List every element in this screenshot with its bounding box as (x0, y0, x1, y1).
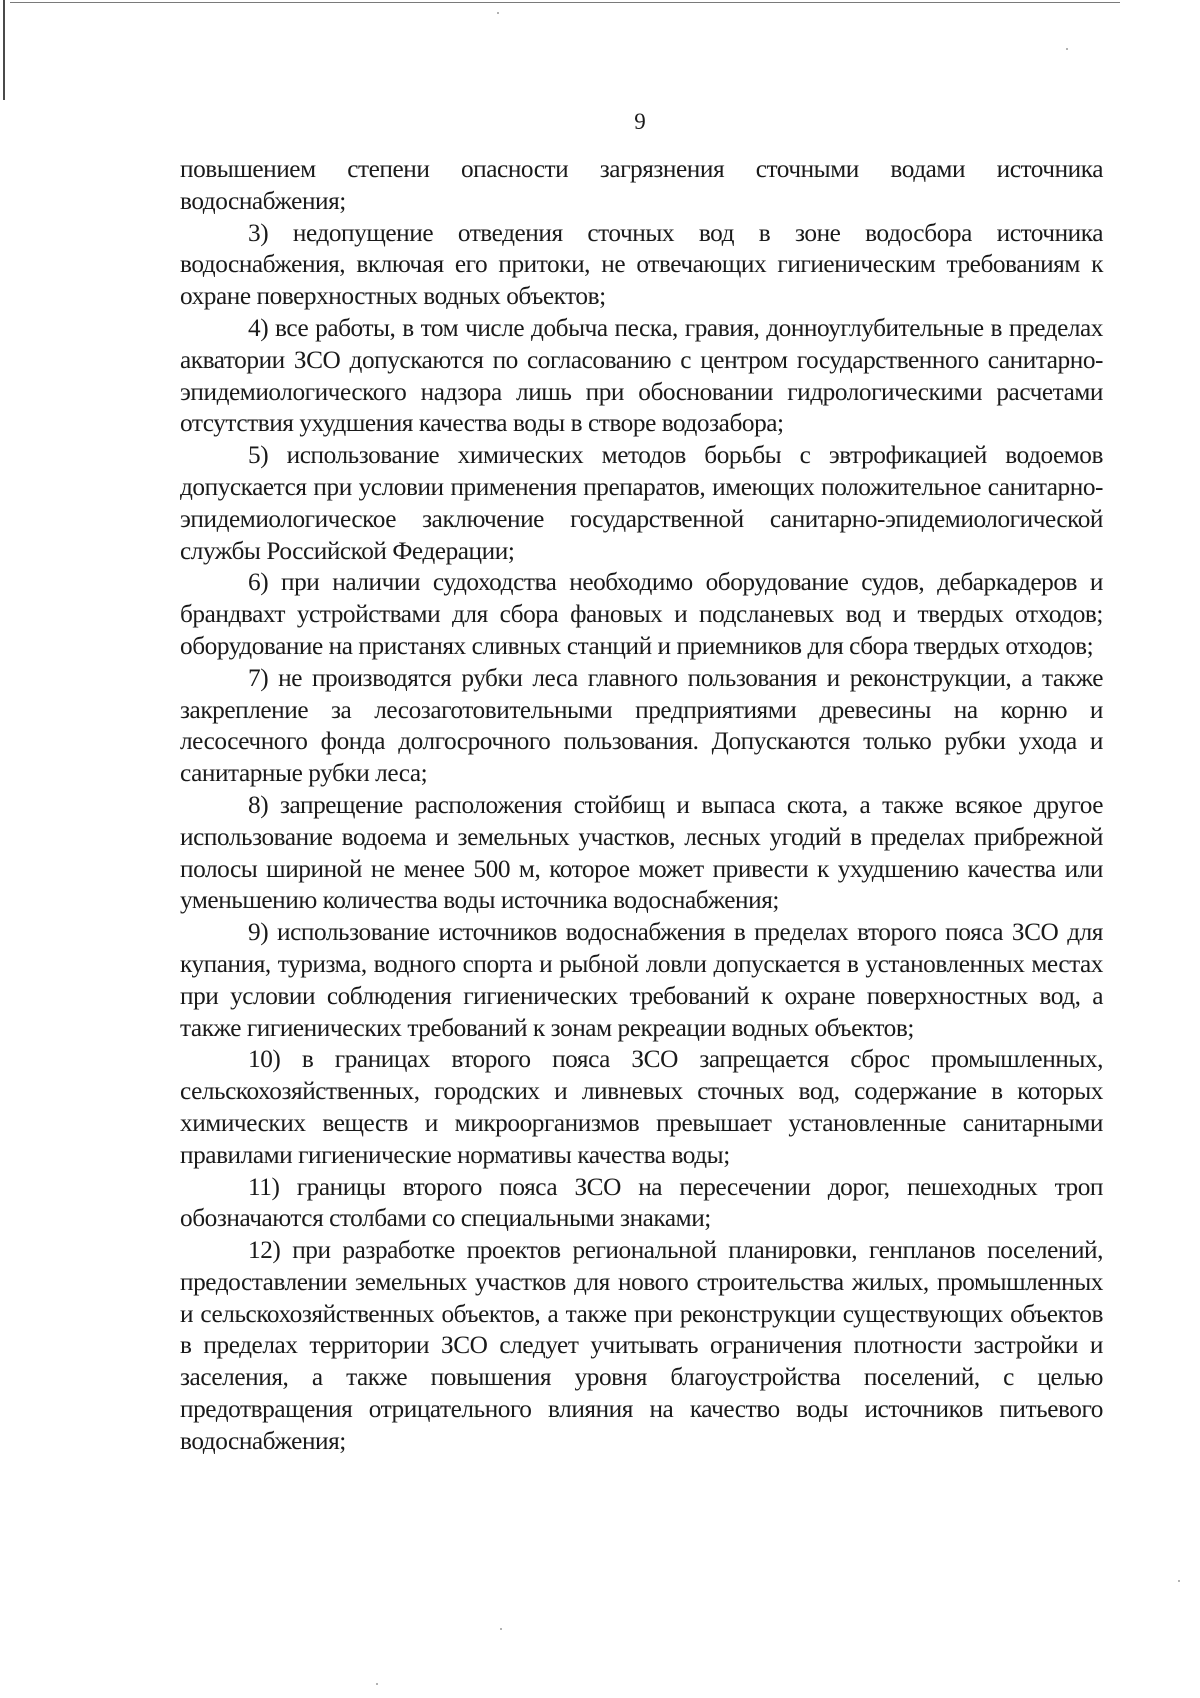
paragraph-item-7: 7) не производятся рубки леса главного пользования и реконструкции, а также закрепление за лесозаготовительными предприятиями древесины на корню и лесосечного фонда долгосрочного пользования. Допускаются только рубки ухода и санитарные рубки леса; (180, 663, 1103, 788)
scan-speck (376, 1683, 378, 1685)
document-body (180, 154, 1103, 1458)
paragraph-item-11: 11) границы второго пояса ЗСО на пересечении дорог, пешеходных троп обозначаются столбами со специальными знаками; (180, 1172, 1103, 1233)
paragraph-item-6: 6) при наличии судоходства необходимо оборудование судов, дебаркадеров и брандвахт устройствами для сбора фановых и подсланевых вод и твердых отходов; оборудование на пристанях сливных станций и приемников для сбора твердых отходов; (180, 568, 1103, 660)
paragraph-item-4: 4) все работы, в том числе добыча песка, гравия, донноуглубительные в пределах акватории ЗСО допускаются по согласованию с центром государственного санитарно-эпидемиологического надзора лишь при обосновании гидрологическими расчетами отсутствия ухудшения качества воды в створе водозабора; (180, 313, 1103, 438)
scan-speck (1066, 48, 1068, 50)
scan-speck (497, 12, 499, 14)
paragraph-item-12: 12) при разработке проектов региональной планировки, генпланов поселений, предоставлении земельных участков для нового строительства жилых, промышленных и сельскохозяйственных объектов, а также при реконструкции существующих объектов в пределах территории ЗСО следует учитывать ограничения плотности застройки и заселения, а также повышения уровня благоустройства поселений, с целью предотвращения отрицательного влияния на качество воды источников питьевого водоснабжения; (180, 1236, 1103, 1455)
scan-edge-mark (3, 0, 5, 100)
paragraph-item-9: 9) использование источников водоснабжения в пределах второго пояса ЗСО для купания, туризма, водного спорта и рыбной ловли допускается в установленных местах при условии соблюдения гигиенических требований к охране поверхностных вод, а также гигиенических требований к зонам рекреации водных объектов; (180, 918, 1103, 1042)
scan-speck (500, 1628, 502, 1630)
paragraph-continuation: повышением степени опасности загрязнения сточными водами источника водоснабжения; (180, 155, 1103, 215)
scan-speck (1178, 1580, 1180, 1582)
paragraph-item-10: 10) в границах второго пояса ЗСО запрещается сброс промышленных, сельскохозяйственных, городских и ливневых сточных вод, содержание в которых химических веществ и микроорганизмов превышает установленные санитарными правилами гигиенические нормативы качества воды; (180, 1045, 1103, 1169)
paragraph-item-5: 5) использование химических методов борьбы с эвтрофикацией водоемов допускается при условии применения препаратов, имеющих положительное санитарно-эпидемиологическое заключение государственной санитарно-эпидемиологической службы Российской Федерации; (180, 441, 1103, 565)
paragraph-item-8: 8) запрещение расположения стойбищ и выпаса скота, а также всякое другое использование водоема и земельных участков, лесных угодий в пределах прибрежной полосы шириной не менее 500 м, которое может привести к ухудшению качества или уменьшению количества воды источника водоснабжения; (180, 790, 1103, 915)
paragraph-item-3: 3) недопущение отведения сточных вод в зоне водосбора источника водоснабжения, включая его притоки, не отвечающих гигиеническим требованиям к охране поверхностных водных объектов; (180, 218, 1103, 311)
page-number: 9 (634, 109, 646, 134)
scan-edge-line (10, 2, 1120, 3)
